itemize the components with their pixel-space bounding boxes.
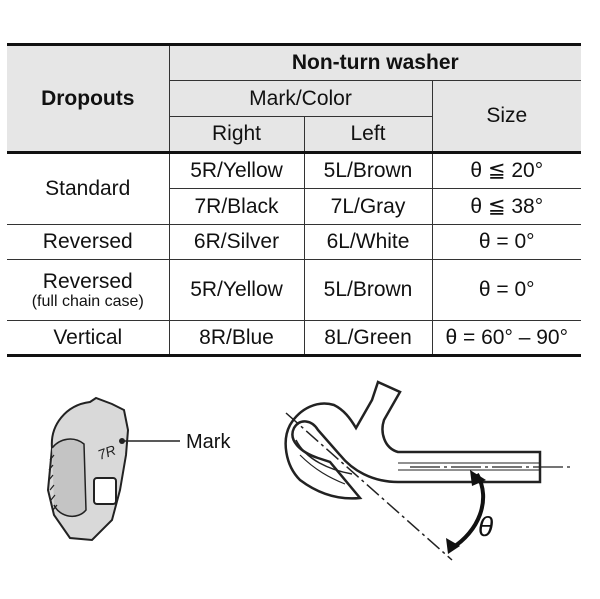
right-cell: 8R/Blue xyxy=(169,321,304,356)
right-cell: 5R/Yellow xyxy=(169,260,304,321)
left-cell: 5L/Brown xyxy=(304,153,432,189)
size-cell: θ ≦ 20° xyxy=(432,153,581,189)
left-cell: 6L/White xyxy=(304,225,432,260)
size-cell: θ ≦ 38° xyxy=(432,189,581,225)
washer-illustration xyxy=(0,360,600,599)
dropout-cell: Standard xyxy=(45,177,131,201)
right-cell: 5R/Yellow xyxy=(169,153,304,189)
left-cell: 5L/Brown xyxy=(304,260,432,321)
dropout-cell xyxy=(7,260,169,321)
dropout-drawing xyxy=(286,382,570,498)
dropout-label: Reversed xyxy=(42,269,133,293)
size-cell: θ = 60° – 90° xyxy=(432,321,581,356)
header-left: Left xyxy=(304,117,432,153)
dropout-sublabel: (full chain case) xyxy=(31,292,144,310)
right-cell: 6R/Silver xyxy=(169,225,304,260)
washer-spec-table xyxy=(7,43,581,357)
angle-arrow-bottom xyxy=(446,538,460,554)
right-cell: 7R/Black xyxy=(169,189,304,225)
dropout-cell: Reversed xyxy=(7,225,169,260)
dropout-cell: Vertical xyxy=(7,321,169,356)
mark-label: Mark xyxy=(186,431,231,453)
washer-mark-text: 7R xyxy=(95,441,118,463)
mark-dot xyxy=(119,438,125,444)
size-cell: θ = 0° xyxy=(432,260,581,321)
header-dropouts: Dropouts xyxy=(7,45,169,153)
header-size: Size xyxy=(432,81,581,153)
washer-drawing xyxy=(48,398,128,540)
left-cell: 8L/Green xyxy=(304,321,432,356)
table-row xyxy=(7,321,581,356)
angle-theta-label: θ xyxy=(478,511,494,542)
table-row xyxy=(7,225,581,260)
left-cell: 7L/Gray xyxy=(304,189,432,225)
table-row xyxy=(7,260,581,321)
table-row xyxy=(7,153,581,189)
header-non-turn-washer: Non-turn washer xyxy=(169,45,581,81)
header-mark-color: Mark/Color xyxy=(169,81,432,117)
size-cell: θ = 0° xyxy=(432,225,581,260)
header-right: Right xyxy=(169,117,304,153)
